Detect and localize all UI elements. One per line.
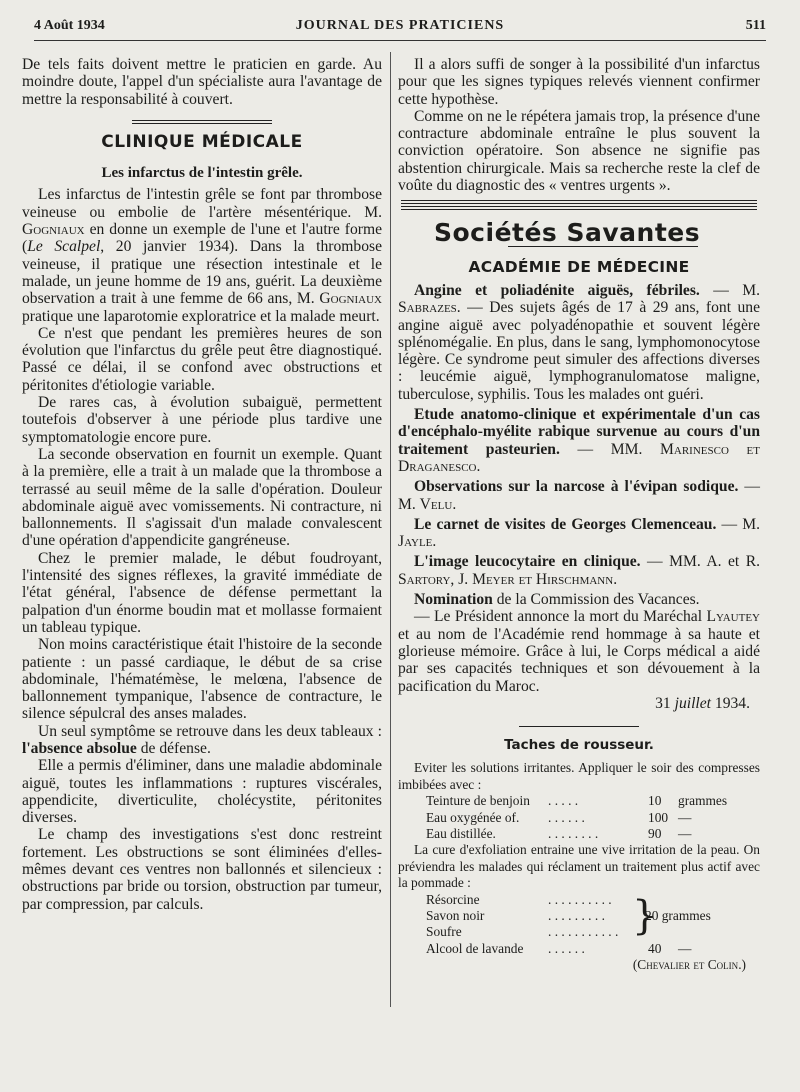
prescription-qty: 100 <box>648 809 669 825</box>
dateline: 31 juillet 1934. <box>655 694 750 712</box>
formula-credit: (Chevalier et Colin.) <box>632 956 746 972</box>
academy-entry: Observations sur la narcose à l'évipan sodique. — M. Velu. <box>398 478 761 513</box>
prescription-dots: . . . . . . . . . <box>548 907 605 923</box>
header-rule <box>34 40 766 41</box>
formula-block <box>398 760 760 973</box>
article-paragraph: De rares cas, à évolution subaiguë, permettent toutefois d'observer à une période plus tardive une symptomatologie encore pure. <box>22 394 382 446</box>
formula-paragraph: La cure d'exfoliation entraine une vive irritation de la peau. On préviendra les malades qui réclament un traitement plus actif avec la pommade : <box>398 842 760 891</box>
article-paragraph: La seconde observation en fournit un exemple. Quant à la première, elle a trait à un malade que la thrombose a terrassé au seuil même de la salle d'opération. Douleur abdominale aiguë avec vomissements. Ni contracture, ni ballonnements. Il s'agissait d'un malade convalescent d'une opération d'appendicite gangréneuse. <box>22 445 382 550</box>
author-name: Marinesco et Draganesco <box>398 440 760 475</box>
prescription-name: Teinture de benjoin <box>426 793 530 809</box>
prescription-row <box>398 793 760 809</box>
section-rule <box>401 200 757 204</box>
subsection-title: ACADÉMIE DE MÉDECINE <box>468 257 690 276</box>
prescription-group <box>398 892 760 941</box>
formula-paragraph: Eviter les solutions irritantes. Appliquer le soir des compresses imbibées avec : <box>398 760 760 792</box>
prescription-name: Eau distillée. <box>426 825 496 841</box>
author-name: Sartory, J. Meyer et Hirschmann <box>398 570 614 588</box>
section-title-clinique: CLINIQUE MÉDICALE <box>101 131 303 152</box>
intro-paragraph: De tels faits doivent mettre le praticien en garde. Au moindre doute, l'appel d'un spécialiste aura l'avantage de mettre la responsabilité à couvert. <box>22 56 382 108</box>
prescription-dots: . . . . . . . . . . <box>548 891 612 907</box>
prescription-unit: — <box>678 809 692 825</box>
article-paragraph: Un seul symptôme se retrouve dans les deux tableaux : l'absence absolue de défense. <box>22 722 382 757</box>
prescription-row: Alcool de lavande . . . . . . 40 — <box>426 940 692 956</box>
author-name: Gogniaux <box>319 290 382 308</box>
prescription-dots: . . . . . <box>548 793 579 809</box>
right-column <box>398 56 760 973</box>
academy-entry: L'image leucocytaire en clinique. — MM. A. et R. Sartory, J. Meyer et Hirschmann. <box>398 553 760 588</box>
prescription-name: Savon noir <box>426 907 485 923</box>
prescription-row <box>398 810 760 826</box>
brace-icon: } <box>632 892 658 939</box>
formula-title: Taches de rousseur. <box>504 737 654 754</box>
column-divider <box>390 52 391 1007</box>
prescription-dots: . . . . . . . . . . . <box>548 924 619 940</box>
article-paragraph: Les infarctus de l'intestin grêle se font par thrombose veineuse ou embolie de l'artère mésentérique. M. Gogniaux en donne un exemple de l'une et l'autre forme (Le Scalpel, 20 janvier 1934). Dans la thrombose veineuse, il pratique une résection intestinale et le malade, un jeune homme de 19 ans, guérit. La deuxième observation a trait à une femme de 66 ans, M. Gogniaux pratique une laparotomie exploratrice et la malade meurt. <box>22 186 382 325</box>
prescription-unit: grammes <box>678 793 728 809</box>
journal-title: JOURNAL DES PRATICIENS <box>295 18 505 33</box>
article-title: Les infarctus de l'intestin grêle. <box>101 165 303 182</box>
article-paragraph: Il a alors suffi de songer à la possibilité d'un infarctus pour que les signes typiques relevés viennent confirmer cette hypothèse. <box>398 56 760 108</box>
author-name: Jayle <box>398 533 433 551</box>
article-paragraph: Comme on ne le répétera jamais trop, la présence d'une contracture abdominale entraîne le plus souvent la conviction opératoire. Son absence ne signifie pas abstention chirurgicale. Mais sa recherche reste la clef de voûte du diagnostic des « ventres urgents ». <box>398 107 760 195</box>
prescription-row <box>398 826 760 842</box>
prescription-row <box>398 892 760 908</box>
prescription-name: Eau oxygénée of. <box>426 809 520 825</box>
author-name: Gogniaux <box>22 221 85 239</box>
prescription-qty: 90 <box>648 825 662 841</box>
article-paragraph: Non moins caractéristique était l'histoire de la seconde patiente : un passé cardiaque, le début de sa crise abdominale, l'hématémèse, le melœna, l'absence de ballonnement tympanique, l'absence de contracture, le silence sépulcral des anses malades. <box>22 636 382 723</box>
left-column <box>22 56 382 913</box>
prescription-list <box>398 793 760 842</box>
article-paragraph: Le champ des investigations s'est donc restreint fortement. Les obstructions se sont éliminées d'elles-mêmes devant ces ventres non ballonnés et silencieux : obstructions par bride ou torsion, obstruction par tumeur, par compression, par calculs. <box>22 826 382 913</box>
prescription-dots: . . . . . . <box>548 809 585 825</box>
prescription-dots: . . . . . . . . <box>548 825 599 841</box>
section-title-societes: Sociétés Savantes <box>434 218 701 248</box>
article-paragraph: Elle a permis d'éliminer, dans une maladie abdominale aiguë, toutes les inflammations : ruptures viscérales, appendicite, diverticulite, cholécystite, péritonites diverses. <box>22 757 382 827</box>
prescription-name: Soufre <box>426 924 462 940</box>
prescription-qty: 10 <box>648 793 662 809</box>
academy-entry: Etude anatomo-clinique et expérimentale d'un cas d'encéphalo-myélite rabique survenue au cours d'un traitement pasteurien. — MM. Marinesco et Draganesco. <box>398 406 760 475</box>
prescription-row <box>398 924 760 940</box>
running-head <box>34 14 766 38</box>
emphasis: l'absence absolue <box>22 739 137 757</box>
author-name: Sabrazes <box>398 299 457 317</box>
article-paragraph: Chez le premier malade, le début foudroyant, l'intensité des signes réflexes, la gravité immédiate de l'état général, l'absence de défense permettant la palpation d'un énorme boudin mat et mollasse formaient un tableau typique. <box>22 549 382 636</box>
academy-entry: Nomination de la Commission des Vacances. <box>414 591 700 609</box>
academy-entry: Angine et poliadénite aiguës, fébriles. — M. Sabrazes. — Des sujets âgés de 17 à 29 ans, font une angine aiguë avec polyadénopathie et souvent légère splénomégalie. En plus, dans le sang, lymphomonocytose légère. Ce syndrome peut simuler des affections diverses : leucémie aiguë, lymphogranulomatose maligne, tuberculose, syphilis. Tous les malades ont guéri. <box>398 281 760 403</box>
page-number: 511 <box>745 18 766 33</box>
issue-date: 4 Août 1934 <box>34 18 105 33</box>
prescription-name: Résorcine <box>426 891 480 907</box>
article-paragraph: Ce n'est que pendant les premières heures de son évolution que l'infarctus du grêle peut être diagnostiqué. Passé ce délai, il se confond avec obstructions et péritonites d'étiologie variable. <box>22 324 382 394</box>
author-name: Velu <box>419 495 453 513</box>
source-title: Le Scalpel <box>27 238 101 256</box>
academy-entry: — Le Président annonce la mort du Maréchal Lyautey et au nom de l'Académie rend hommage à sa haute et glorieuse mémoire. Grâce à lui, le Corps médical a aidé par ses capacités techniques et son dévouement à la pacification du Maroc. <box>398 608 760 695</box>
divider-rule <box>519 726 639 727</box>
prescription-qty: 20 grammes <box>645 907 711 923</box>
prescription-unit: — <box>678 825 692 841</box>
section-rule <box>132 120 272 124</box>
person-name: Lyautey <box>706 608 760 626</box>
academy-entry: Le carnet de visites de Georges Clemenceau. — M. Jayle. <box>398 515 760 551</box>
section-rule <box>401 206 757 210</box>
